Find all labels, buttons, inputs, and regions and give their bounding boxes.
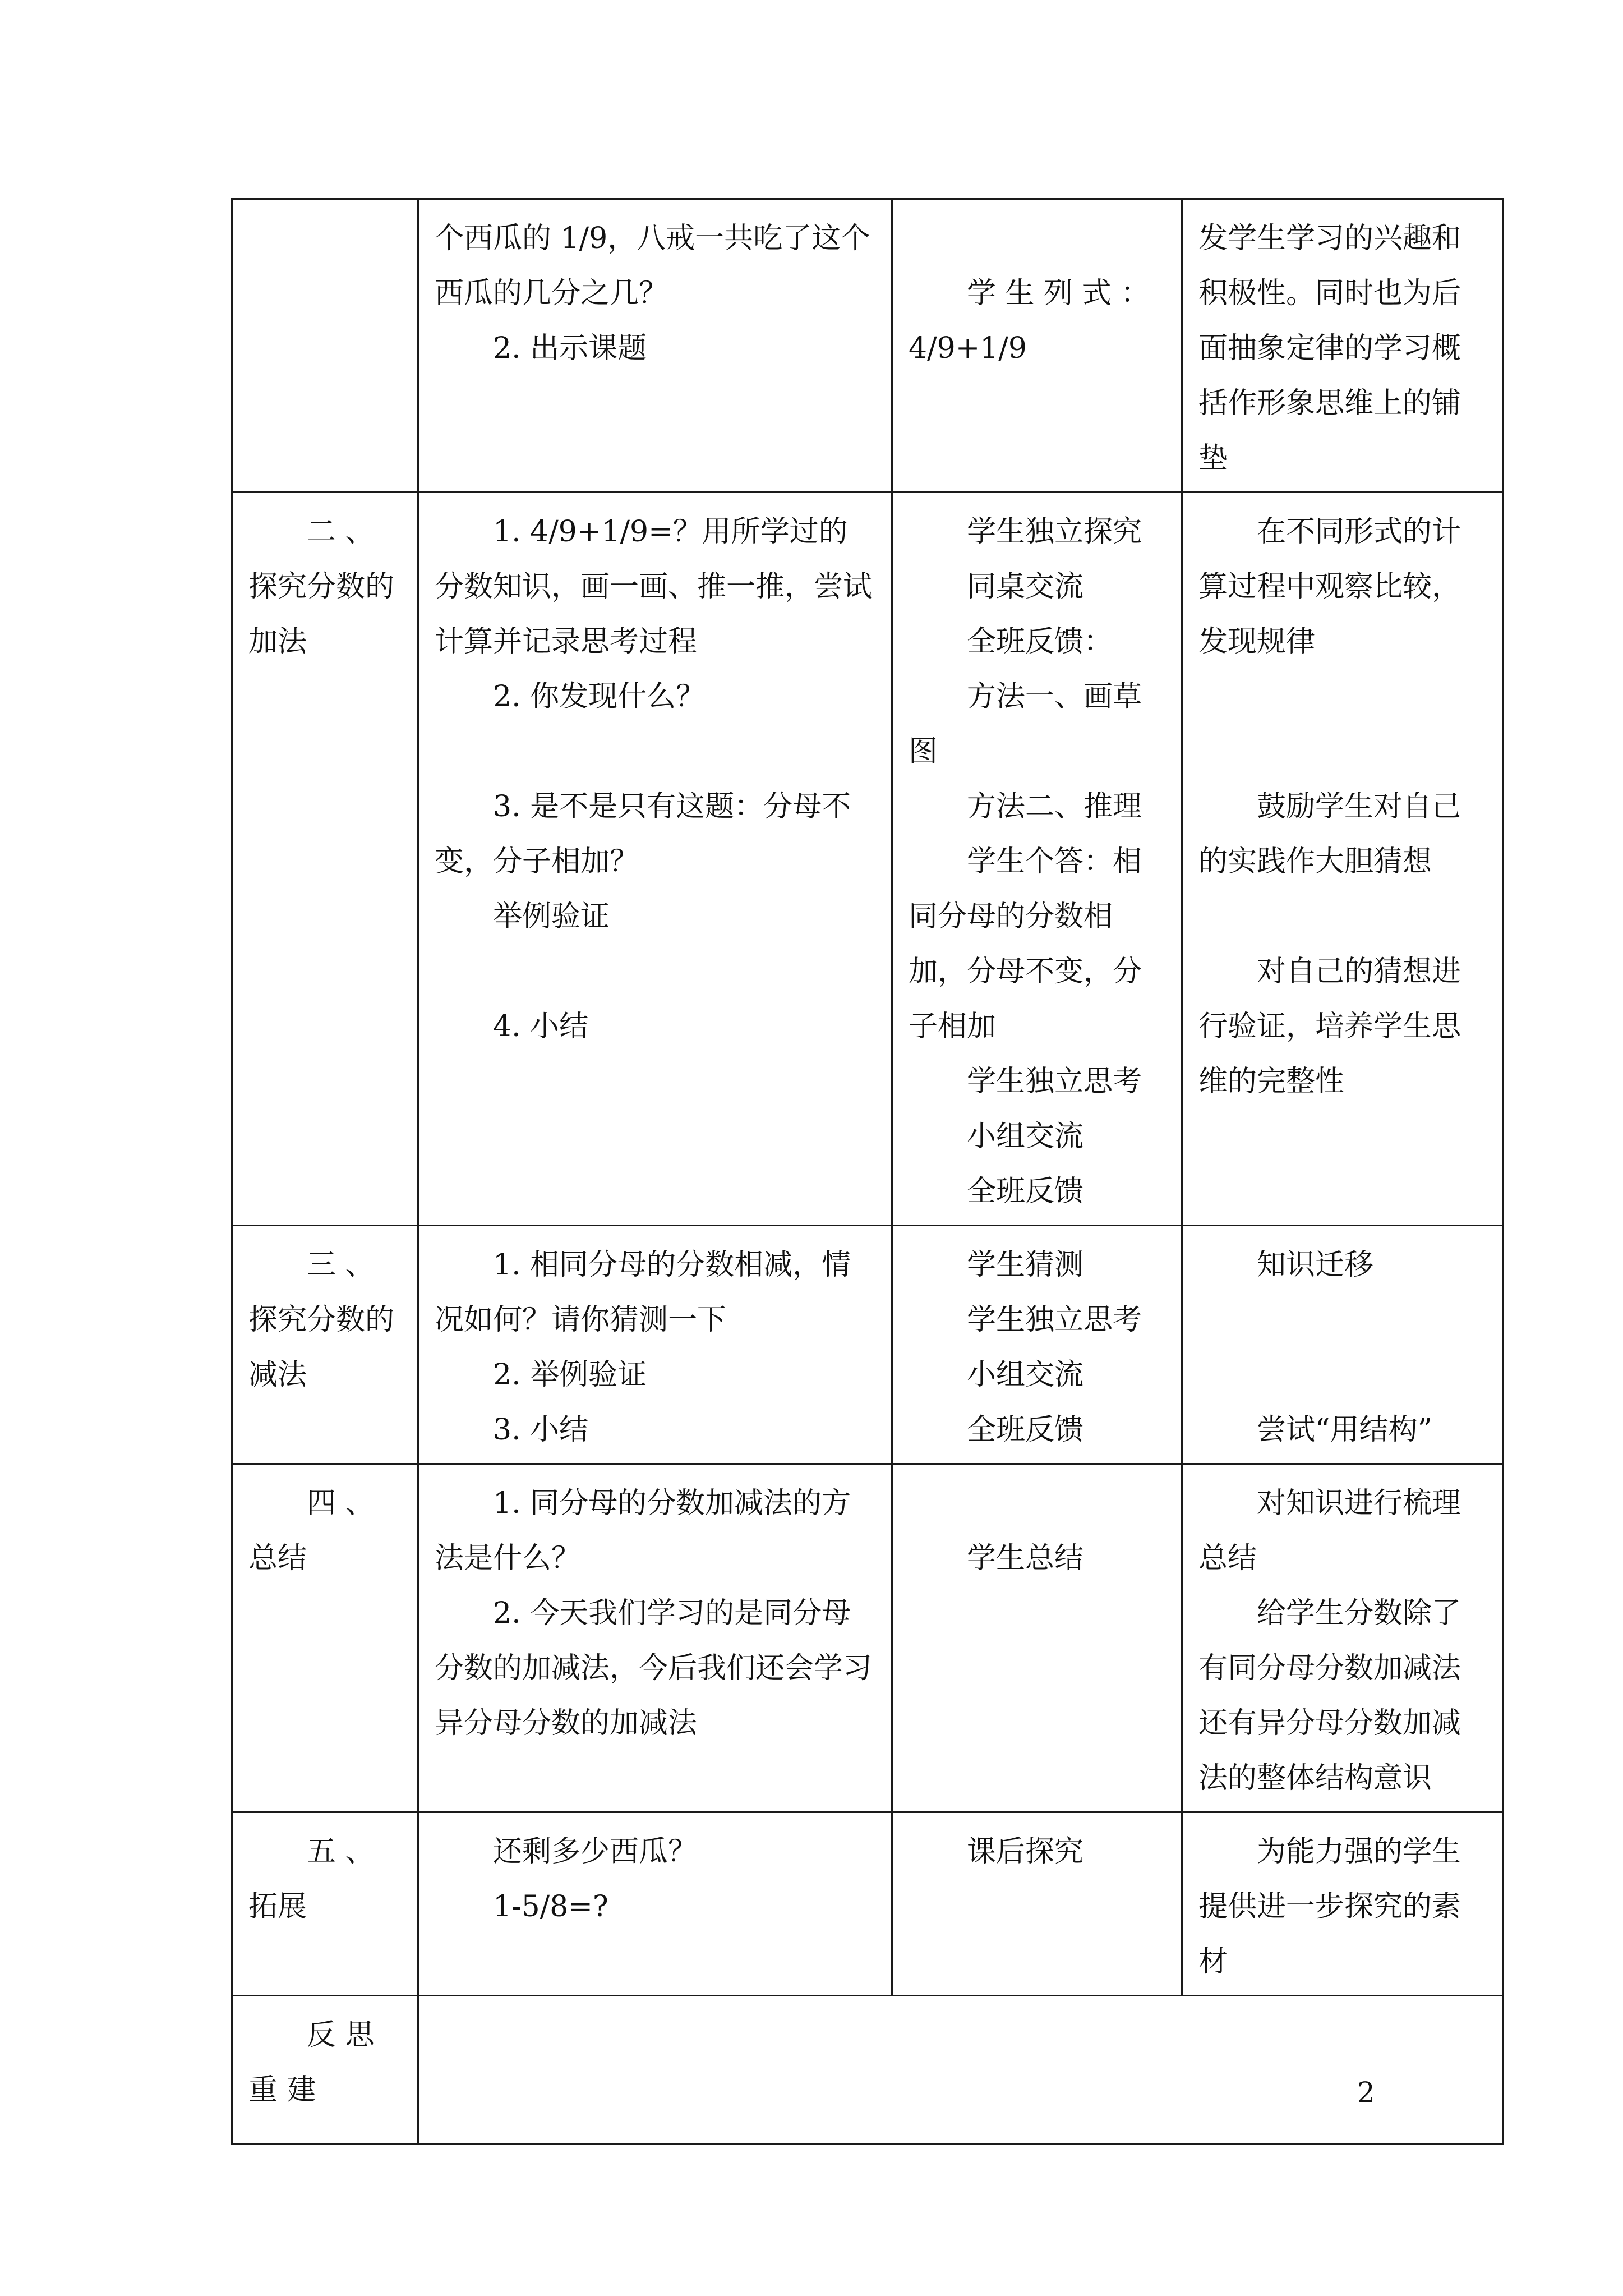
table-row — [232, 1464, 1503, 1812]
student-text: 课后探究 — [967, 1835, 1084, 1869]
student-text: 小组交流 — [967, 1358, 1084, 1392]
teacher-text: 1-5/8=? — [493, 1890, 608, 1924]
teacher-text: 还剩多少西瓜？ — [493, 1835, 698, 1869]
stage-label: 反 思 重 建 — [248, 2018, 375, 2107]
teacher-text: 1. 相同分母的分数相减，情况如何？请你猜测一下 — [435, 1248, 851, 1337]
teacher-text: 1. 同分母的分数加减法的方法是什么？ — [435, 1487, 851, 1575]
stage-cell — [232, 1464, 418, 1812]
design-intent-cell — [1182, 1464, 1503, 1812]
intent-text: 发学生学习的兴趣和积极性。同时也为后面抽象定律的学习概括作形象思维上的铺垫 — [1198, 222, 1461, 475]
student-text: 学生总结 — [967, 1542, 1084, 1575]
teacher-text: 4. 小结 — [493, 1010, 589, 1043]
student-text: 方法一、画草图 — [909, 680, 1142, 769]
intent-text: 对自己的猜想进行验证，培养学生思维的完整性 — [1198, 955, 1461, 1098]
teacher-text: 举例验证 — [493, 900, 610, 933]
design-intent-cell — [1182, 493, 1503, 1226]
intent-text: 对知识进行梳理总结 — [1198, 1487, 1461, 1575]
teacher-activity-cell — [418, 1464, 892, 1812]
teacher-activity-cell — [418, 1226, 892, 1464]
stage-label: 五 、 拓展 — [248, 1835, 375, 1924]
table-row — [232, 1812, 1503, 1996]
student-text: 同桌交流 — [967, 570, 1084, 604]
student-text: 学生猜测 — [967, 1248, 1084, 1282]
student-text: 学生独立思考 — [967, 1065, 1142, 1098]
intent-text: 知识迁移 — [1257, 1248, 1374, 1282]
stage-cell — [232, 1226, 418, 1464]
teacher-text: 个西瓜的 1/9，八戒一共吃了这个西瓜的几分之几？ — [435, 222, 870, 310]
table-row — [232, 1226, 1503, 1464]
student-text: 学 生 列 式 ：4/9+1/9 — [909, 277, 1150, 365]
teacher-text: 2. 你发现什么？ — [493, 680, 706, 714]
table-row — [232, 493, 1503, 1226]
student-activity-cell — [892, 1464, 1182, 1812]
intent-text: 鼓励学生对自己的实践作大胆猜想 — [1198, 790, 1461, 878]
teacher-text: 3. 小结 — [493, 1413, 589, 1447]
stage-label: 二 、 探究分数的加法 — [248, 515, 395, 659]
student-text: 学生独立探究 — [967, 515, 1142, 549]
student-activity-cell — [892, 1226, 1182, 1464]
design-intent-cell — [1182, 199, 1503, 493]
teacher-text: 2. 今天我们学习的是同分母分数的加减法，今后我们还会学习异分母分数的加减法 — [435, 1596, 873, 1740]
intent-text: 给学生分数除了有同分母分数加减法还有异分母分数加减法的整体结构意识 — [1198, 1596, 1461, 1795]
intent-text: 尝试“用结构” — [1257, 1413, 1433, 1447]
student-activity-cell — [892, 493, 1182, 1226]
teacher-activity-cell — [418, 1812, 892, 1996]
stage-label: 三 、 探究分数的减法 — [248, 1248, 395, 1392]
table-row — [232, 1996, 1503, 2145]
student-text: 学生个答：相同分母的分数相加，分母不变，分子相加 — [909, 845, 1142, 1043]
stage-cell — [232, 1996, 418, 2145]
intent-text: 为能力强的学生提供进一步探究的素材 — [1198, 1835, 1461, 1978]
student-activity-cell — [892, 1812, 1182, 1996]
table-row — [232, 199, 1503, 493]
stage-label: 四 、 总结 — [248, 1487, 375, 1575]
teacher-text: 2. 出示课题 — [493, 332, 647, 365]
design-intent-cell — [1182, 1812, 1503, 1996]
teacher-text: 3. 是不是只有这题：分母不变，分子相加？ — [435, 790, 851, 878]
student-activity-cell — [892, 199, 1182, 493]
student-text: 全班反馈： — [967, 625, 1113, 659]
student-text: 全班反馈 — [967, 1175, 1084, 1208]
reflection-cell — [418, 1996, 1503, 2145]
student-text: 方法二、推理 — [967, 790, 1142, 823]
teacher-text: 1. 4/9+1/9=？用所学过的分数知识，画一画、推一推，尝试计算并记录思考过程 — [435, 515, 873, 659]
teacher-text: 2. 举例验证 — [493, 1358, 647, 1392]
design-intent-cell — [1182, 1226, 1503, 1464]
student-text: 学生独立思考 — [967, 1303, 1142, 1337]
intent-text: 在不同形式的计算过程中观察比较，发现规律 — [1198, 515, 1461, 659]
teacher-activity-cell — [418, 199, 892, 493]
page-number: 2 — [1357, 2076, 1375, 2109]
teacher-activity-cell — [418, 493, 892, 1226]
stage-cell — [232, 1812, 418, 1996]
student-text: 全班反馈 — [967, 1413, 1084, 1447]
student-text: 小组交流 — [967, 1120, 1084, 1153]
stage-cell — [232, 199, 418, 493]
stage-cell — [232, 493, 418, 1226]
lesson-plan-table — [231, 198, 1504, 2145]
